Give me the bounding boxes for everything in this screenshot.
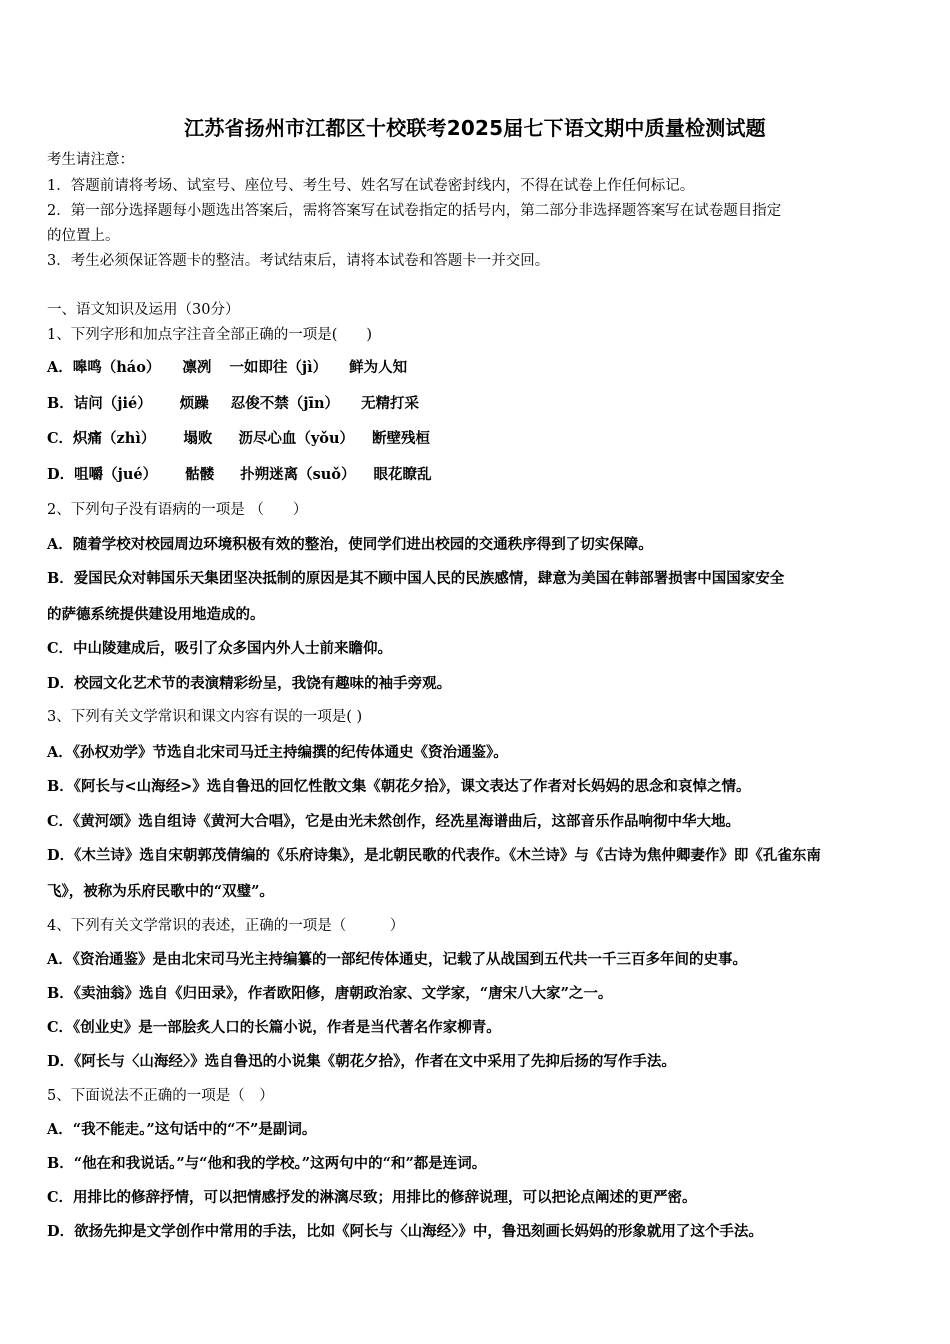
q5-option-c: C．用排比的修辞抒情，可以把情感抒发的淋漓尽致；用排比的修辞说理，可以把论点阐述的更严密。 [47,1189,697,1206]
q4-option-d: D．《阿长与〈山海经〉》选自鲁迅的小说集《朝花夕拾》，作者在文中采用了先抑后扬的写作手法。 [47,1053,676,1070]
question-stem: 2、下列句子没有语病的一项是 （ ） [47,502,308,518]
page-title: 江苏省扬州市江都区十校联考2025届七下语文期中质量检测试题 [184,116,766,140]
q4-option-c: C．《创业史》是一部脍炙人口的长篇小说，作者是当代著名作家柳青。 [47,1019,501,1036]
option-part: 眼花瞭乱 [373,466,432,483]
q3-option-d-cont: 飞》，被称为乐府民歌中的“双璧”。 [47,883,274,900]
q2-option-b-cont: 的萨德系统提供建设用地造成的。 [47,606,265,623]
option-part: 无精打采 [361,395,420,412]
q3-option-a: A．《孙权劝学》节选自北宋司马迁主持编撰的纪传体通史《资治通鉴》。 [47,744,508,761]
q1-option-d [47,465,431,485]
q2-option-d: D．校园文化艺术节的表演精彩纷呈，我饶有趣味的袖手旁观。 [47,675,452,692]
question-stem: 3、下列有关文学常识和课文内容有误的一项是( ) [47,709,363,725]
option-part: 扑朔迷离（suǒ） [240,466,356,483]
q2-option-b: B．爱国民众对韩国乐天集团坚决抵制的原因是其不顾中国人民的民族感情，肆意为美国在韩部署损害中国国家安全 [47,570,785,587]
q4-option-b: B．《卖油翁》选自《归田录》，作者欧阳修，唐朝政治家、文学家，“唐宋八大家”之一。 [47,985,613,1002]
option-part: 炽痛（zhì） [73,430,156,447]
section-heading: 一、语文知识及运用（30分） [47,302,240,318]
notice-item: 3．考生必须保证答题卡的整洁。考试结束后，请将本试卷和答题卡一并交回。 [47,253,550,269]
option-part: 塌败 [183,430,213,447]
q1-option-b [47,394,419,414]
option-label: D． [47,466,75,483]
q3-option-b: B．《阿长与<山海经>》选自鲁迅的回忆性散文集《朝花夕拾》，课文表达了作者对长妈妈的思念和哀悼之情。 [47,778,751,795]
notice-heading: 考生请注意： [47,152,134,168]
option-label: C． [47,430,74,447]
option-part: 凛冽 [182,359,212,376]
notice-item: 的位置上。 [47,228,120,244]
question-stem: 4、下列有关文学常识的表述，正确的一项是（ ） [47,918,405,934]
option-label: A． [47,359,73,376]
notice-item: 2．第一部分选择题每小题选出答案后，需将答案写在试卷指定的括号内，第二部分非选择题答案写在试卷题目指定 [47,203,782,219]
question-stem: 1、下列字形和加点字注音全部正确的一项是( ) [47,327,373,343]
q5-option-a: A．“我不能走。”这句话中的“不”是副词。 [47,1121,317,1138]
q2-option-a: A．随着学校对校园周边环境积极有效的整治，使同学们进出校园的交通秩序得到了切实保障。 [47,536,653,553]
q4-option-a: A．《资治通鉴》是由北宋司马光主持编纂的一部纪传体通史，记载了从战国到五代共一千三百多年间的史事。 [47,951,747,968]
option-part: 鲜为人知 [349,359,408,376]
notice-item: 1．答题前请将考场、试室号、座位号、考生号、姓名写在试卷密封线内，不得在试卷上作任何标记。 [47,178,695,194]
q3-option-c: C．《黄河颂》选自组诗《黄河大合唱》，它是由光未然创作，经冼星海谱曲后，这部音乐作品响彻中华大地。 [47,813,741,830]
q1-option-a [47,358,407,378]
question-stem: 5、下面说法不正确的一项是（ ） [47,1088,274,1104]
q3-option-d: D．《木兰诗》选自宋朝郭茂倩编的《乐府诗集》，是北朝民歌的代表作。《木兰诗》与《古诗为焦仲卿妻作》即《孔雀东南 [47,847,821,864]
option-part: 骷髅 [185,466,215,483]
option-part: 忍俊不禁（jīn） [230,395,340,412]
q5-option-b: B．“他在和我说话。”与“他和我的学校。”这两句中的“和”都是连词。 [47,1155,487,1172]
option-part: 咀嚼（jué） [74,466,158,483]
option-part: 烦躁 [179,395,209,412]
option-part: 诘问（jié） [73,395,152,412]
q1-option-c [47,429,430,449]
option-part: 断壁残桓 [371,430,430,447]
option-label: B． [47,395,74,412]
option-part: 嗥鸣（háo） [72,359,161,376]
option-part: 沥尽心血（yǒu） [238,430,354,447]
q5-option-d: D．欲扬先抑是文学创作中常用的手法，比如《阿长与〈山海经〉》中，鲁迅刻画长妈妈的形象就用了这个手法。 [47,1223,763,1240]
q2-option-c: C．中山陵建成后，吸引了众多国内外人士前来瞻仰。 [47,640,393,657]
option-part: 一如即往（jì） [229,359,328,376]
